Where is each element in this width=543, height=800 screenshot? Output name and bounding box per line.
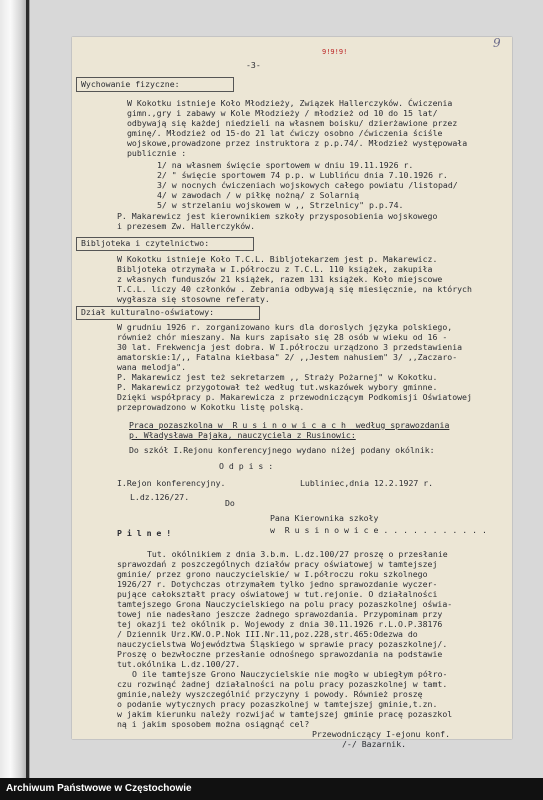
copy-title: O d p i s : — [219, 461, 274, 471]
text-line: tej okazji też okólnik p. Wojewody z dnia 30.11.1926 r.L.O.P.38176 — [117, 619, 443, 629]
list-item: 5/ w strzelaniu wojskowem w ,, Strzelnicy" p.p.74. — [157, 200, 404, 210]
text-line: tamtejszego Grona Nauczycielskiego na polu pracy pozaszkolnej oświa- — [117, 599, 453, 609]
text-line: Tut. okólnikiem z dnia 3.b.m. L.dz.100/27 proszę o przesłanie — [147, 549, 448, 559]
section-heading-outside-school: Praca pozaszkolna w R u s i n o w i c a c h według sprawozdania — [129, 420, 450, 430]
text-line: odbywają się każdej niedzieli na własnem boisku/ dzierżawione przez — [127, 118, 458, 128]
text-line: towej nie nadesłano jeszcze żadnego sprawozdania. Przypominam przy — [117, 609, 443, 619]
text-line: ną i jakim sposobem można osiągnąć cel? — [117, 719, 310, 729]
signature-name: /-/ Bazarnik. — [342, 739, 407, 749]
text-line: Proszę o bezwłoczne przesłanie odnośnego sprawozdania na podstawie — [117, 649, 443, 659]
copy-addressee: Pana Kierownika szkoły — [270, 513, 379, 523]
text-line: i prezesem Zw. Hallerczyków. — [117, 221, 256, 231]
text-line: 1926/27 r. Dotychczas otrzymałem tylko jedno sprawozdanie wyczer- — [117, 579, 438, 589]
text-line: 30 lat. Frekwencja jest dobra. W I.półroczu urządzono 3 przedstawienia — [117, 342, 463, 352]
signature-role: Przewodniczący I-ejonu konf. — [312, 729, 451, 739]
text-line: Bibljoteka otrzymała w I.półroczu z T.C.L. 110 książek, zakupiła — [117, 264, 433, 274]
list-item: 3/ w nocnych ćwiczeniach wojskowych całego powiatu /listopad/ — [157, 180, 458, 190]
text-line: gminie/ przez grono nauczycielskie/ w I.półroczu roku szkolnego — [117, 569, 428, 579]
section-heading-cultural: Dział kulturalno-oświatowy: — [81, 307, 215, 317]
text-line: O ile tamtejsze Grono Nauczycielskie nie mogło w ubiegłym półro- — [132, 669, 448, 679]
section-heading-physical: Wychowanie fizyczne: — [81, 79, 180, 89]
section-heading-outside-school-line2: p. Władysława Pajaka, nauczyciela z Rusinowic: — [129, 430, 356, 440]
document-page — [72, 36, 512, 749]
text-line: wana melodja". — [117, 362, 187, 372]
text-line: również chór mieszany. Na kurs zapisało się 28 osób w wieku od 16 - — [117, 332, 448, 342]
text-line: sprawozdań z poszczególnych działów pracy oświatowej w tamtejszej — [117, 559, 438, 569]
list-item: 2/ " święcie sportowem 74 p.p. w Lublińcu dnia 7.10.1926 r. — [157, 170, 448, 180]
text-line: / Dziennik Urz.KW.O.P.Nok III.Nr.11,poz.228,str.465:Odezwa do — [117, 629, 418, 639]
page-marker: -3- — [246, 60, 261, 70]
binding-edge — [26, 0, 29, 778]
text-line: P. Makarewicz przygotował też według tut.wskazówek wybory gminne. — [117, 382, 438, 392]
text-line: wygłasza się stosowne referaty. — [117, 294, 270, 304]
text-line: przeprowadzono w Kokotku listę polską. — [117, 402, 305, 412]
text-line: w jakim kierunku należy rozwijać w tamtejszej gminie pracę pozaszkol — [117, 709, 453, 719]
list-item: 1/ na własnem święcie sportowem w dniu 19.11.1926 r. — [157, 160, 414, 170]
text-line: Dzięki współpracy p. Makarewicza z przewodniczącym Podkomisji Oświatowej — [117, 392, 472, 402]
text-line: o podanie wytycznych pracy pozaszkolnej w tamtejszej gminie,t.zn. — [117, 699, 438, 709]
text-line: gminę/. Młodzież od 15-do 21 lat ćwiczy osobno /ćwiczenia ściśle — [127, 128, 443, 138]
page-number: 9 — [493, 36, 501, 50]
list-item: 4/ w zawodach / w piłkę nożną/ z Solarnią — [157, 190, 360, 200]
text-line: gminie,należy wyszczególnić przyczyny i powody. Również proszę — [117, 689, 423, 699]
copy-urgent: P i l n e ! — [117, 528, 172, 538]
text-line: pujące całokształt pracy oświatowej w tut.rejonie. O działalności — [117, 589, 438, 599]
text-line: W Kokotku istnieje Koło Młodzieży, Związek Hallerczyków. Ćwiczenia — [127, 98, 453, 108]
text-line: amatorskie:1/,, Fatalna kiełbasa" 2/ ,,Jestem nahusiem" 3/ ,,Zaczaro- — [117, 352, 458, 362]
text-line: nauczycielstwa Województwa Śląskiego w sprawie pracy pozaszkolnej/. — [117, 639, 448, 649]
copy-place-date: Lubliniec,dnia 12.2.1927 r. — [300, 478, 434, 488]
copy-rejon: I.Rejon konferencyjny. — [117, 478, 226, 488]
text-line: gimn.,gry i zabawy w Kole Młodzieży / młodzież od 10 do 15 lat/ — [127, 108, 438, 118]
text-line: z własnych funduszów 21 książek, razem 131 książek. Koło miejscowe — [117, 274, 443, 284]
text-line: T.C.L. liczy 40 członków . Zebrania odbywają się miesięcznie, na których — [117, 284, 472, 294]
red-stamp: 9!9!9! — [322, 48, 348, 56]
text-line: W grudniu 1926 r. zorganizowano kurs dla doroslych języka polskiego, — [117, 322, 453, 332]
text-line: publicznie : — [127, 148, 187, 158]
text-line: W Kokotku istnieje Koło T.C.L. Bibljotekarzem jest p. Makarewicz. — [117, 254, 438, 264]
copy-do: Do — [225, 498, 235, 508]
text-line: P. Makarewicz jest też sekretarzem ,, Straży Pożarnej" w Kokotku. — [117, 372, 438, 382]
text-line: P. Makarewicz jest kierownikiem szkoły przysposobienia wojskowego — [117, 211, 438, 221]
text-line: Do szkół I.Rejonu konferencyjnego wydano niżej podany okólnik: — [129, 445, 435, 455]
text-line: czu rozwinąć żadnej działalności na polu pracy pozaszkolnej w tamt. — [117, 679, 448, 689]
archive-footer: Archiwum Państwowe w Częstochowie — [0, 778, 543, 800]
copy-reference: L.dz.126/27. — [130, 492, 190, 502]
text-line: wojskowe,prowadzone przez instruktora z p.p.74/. Młodzież występowała — [127, 138, 468, 148]
text-line: tut.okólnika L.dz.100/27. — [117, 659, 241, 669]
copy-addressee-place: w R u s i n o w i c e . . . . . . . . . . . — [270, 525, 487, 535]
section-heading-library: Bibljoteka i czytelnictwo: — [81, 238, 210, 248]
